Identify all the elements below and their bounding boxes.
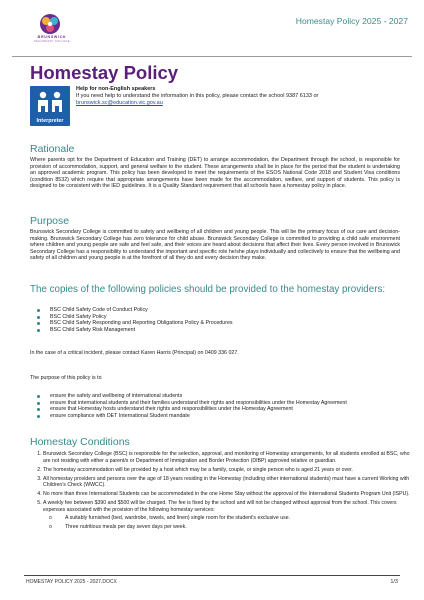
critical-incident-note: In the case of a critical incident, please contact Karen Harris (Principal) on 0409 336 027. bbox=[30, 350, 239, 356]
rationale-text: Where parents opt for the Department of Education and Training (DET) to arrange accommodation, the Department through the school, is responsible for provision of accommodation, support, and general welfare to the student. These arrangements shall be in place for the period that the student is undertaking an approved academic program. This policy has been developed to meet the requirements of the ESOS National Code 2018 and Student Visa conditions (condition 8532) which require that appropriate arrangements have been made for the accommodation, welfare, and support of students. This policy is designed to be consistent with the IED guidelines. It is a Quality Standard requirement that all schools have a homestay policy in place. bbox=[30, 157, 400, 190]
school-subtitle: SECONDARY COLLEGE bbox=[33, 40, 71, 43]
page-number: 1/3 bbox=[390, 579, 398, 585]
list-item: ensure compliance with DET International Student mandate bbox=[36, 413, 347, 420]
list-item: ensure the safety and wellbeing of international students bbox=[36, 393, 347, 400]
help-heading: Help for non-English speakers bbox=[76, 86, 156, 92]
list-item: BSC Child Safety Risk Management bbox=[36, 327, 233, 334]
school-name: BRUNSWICK bbox=[37, 35, 67, 39]
interpreter-icon bbox=[30, 88, 70, 120]
list-item: 2. The homestay accommodation will be provided by a host which may be a family, couple, or single person who is aged 21 years or over. bbox=[43, 467, 415, 474]
help-text: If you need help to understand the information in this policy, please contact the school 9387 6133 or bbox=[76, 93, 319, 99]
list-item: 1. Brunswick Secondary College (BSC) is responsible for the selection, approval, and monitoring of Homestay arrangements, for all students enrolled at BSC, who are not residing with either a parent/s or Department of Immigration and Border Protection (DIBP) approved relative or guardian. bbox=[43, 451, 415, 464]
purpose-text: Brunswick Secondary College is committed to safety and wellbeing of all children and young people. This will be the primary focus of our care and decision-making. Brunswick Secondary College has zero tolerance for child abuse. Brunswick Secondary College is committed to providing a child safe environment where children and young people are safe and feel safe, and their voices are heard about decisions that affect their lives. Every person involved in Brunswick Secondary College has a responsibility to understand the important and specific role he/she plays individually and collectively to ensure that the wellbeing and safety of all children and young people is at the forefront of all they do and every decision they make. bbox=[30, 229, 400, 262]
footer-doc-name: HOMESTAY POLICY 2025 - 2027.DOCX bbox=[26, 579, 117, 585]
help-email-link[interactable]: brunswick.sc@education.vic.gov.au bbox=[76, 100, 163, 106]
list-item: o A suitably furnished (bed, wardrobe, towels, and linen) single room for the student's exclusive use. bbox=[43, 515, 415, 522]
purpose-heading: Purpose bbox=[30, 215, 70, 227]
list-item: o Three nutritious meals per day seven days per week. bbox=[43, 524, 415, 531]
list-item: BSC Child Safety Policy bbox=[36, 314, 233, 321]
purpose-list bbox=[36, 393, 347, 419]
list-item: ensure that international students and their families understand their rights and responsibilities under the Homestay Agreement bbox=[36, 400, 347, 407]
list-item: BSC Child Safety Code of Conduct Policy bbox=[36, 307, 233, 314]
services-list bbox=[43, 515, 415, 530]
interpreter-label: Interpreter bbox=[36, 118, 64, 124]
conditions-list bbox=[30, 451, 415, 533]
list-item bbox=[43, 500, 415, 530]
copies-heading: The copies of the following policies should be provided to the homestay providers: bbox=[30, 284, 386, 295]
policy-list bbox=[36, 307, 233, 333]
header-divider bbox=[12, 56, 412, 57]
help-block bbox=[76, 86, 396, 107]
interpreter-badge bbox=[30, 86, 70, 126]
list-item: 4. No more than three International Students can be accommodated in the one Home Stay without the approval of the International Students Program Unit (ISPU). bbox=[43, 491, 415, 498]
page-title: Homestay Policy bbox=[30, 62, 179, 83]
footer-divider bbox=[24, 575, 400, 576]
fee-text: A weekly fee between $390 and $500 will be charged. The fee is fixed by the school and will not be changed without approval from the school. This covers expenses associated with the provision of the following homestay services: bbox=[43, 500, 397, 513]
purpose-intro: The purpose of this policy is to bbox=[30, 375, 102, 381]
list-item: BSC Child Safety Responding and Reporting Obligations Policy & Procedures bbox=[36, 320, 233, 327]
rationale-heading: Rationale bbox=[30, 143, 75, 155]
conditions-heading: Homestay Conditions bbox=[30, 436, 130, 448]
list-item: ensure that Homestay hosts understand their rights and responsibilities under the Homestay Agreement bbox=[36, 406, 347, 413]
list-item: 3. All homestay providers and persons over the age of 18 years residing in the Homestay (including other international students) must have a current Working with Children's Check (WWCC). bbox=[43, 476, 415, 489]
running-title: Homestay Policy 2025 - 2027 bbox=[295, 16, 408, 26]
